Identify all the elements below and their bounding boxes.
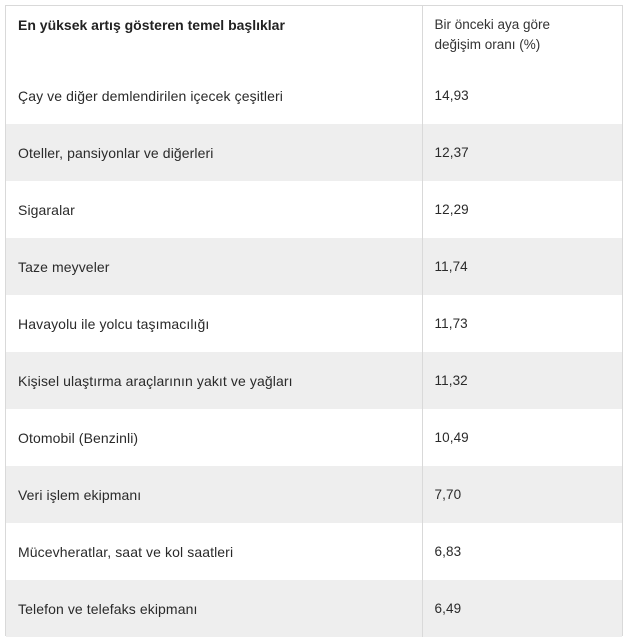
row-category: Veri işlem ekipmanı: [6, 466, 422, 523]
table-row: [6, 67, 622, 124]
row-value: 6,49: [434, 601, 462, 616]
table-row: [6, 124, 622, 181]
table-row: [6, 295, 622, 352]
table-row: [6, 580, 622, 637]
row-category: Taze meyveler: [6, 238, 422, 295]
row-category: Sigaralar: [6, 181, 422, 238]
row-value: 6,83: [434, 544, 462, 559]
table-row: [6, 238, 622, 295]
price-increase-table: [6, 6, 622, 637]
row-category: Mücevheratlar, saat ve kol saatleri: [6, 523, 422, 580]
row-category: Telefon ve telefaks ekipmanı: [6, 580, 422, 637]
row-value: 11,73: [434, 316, 468, 331]
row-value: 11,32: [434, 373, 468, 388]
row-value: 14,93: [434, 88, 469, 103]
table-header-row: [6, 6, 622, 67]
row-category: Havayolu ile yolcu taşımacılığı: [6, 295, 422, 352]
table-row: [6, 352, 622, 409]
row-category: Otomobil (Benzinli): [6, 409, 422, 466]
table-container: [5, 5, 623, 636]
row-category: Oteller, pansiyonlar ve diğerleri: [6, 124, 422, 181]
table-row: [6, 181, 622, 238]
header-change-line2: değişim oranı (%): [434, 37, 541, 52]
row-value: 10,49: [434, 430, 469, 445]
table-row: [6, 409, 622, 466]
table-row: [6, 523, 622, 580]
row-value: 12,29: [434, 202, 469, 217]
table-row: [6, 466, 622, 523]
header-change-rate: [422, 6, 622, 67]
row-value: 11,74: [434, 259, 468, 274]
row-category: Çay ve diğer demlendirilen içecek çeşitleri: [6, 67, 422, 124]
row-value: 7,70: [434, 487, 462, 502]
row-value: 12,37: [434, 145, 469, 160]
header-category: En yüksek artış gösteren temel başlıklar: [6, 6, 422, 67]
header-change-line1: Bir önceki aya göre: [434, 17, 551, 32]
row-category: Kişisel ulaştırma araçlarının yakıt ve yağları: [6, 352, 422, 409]
